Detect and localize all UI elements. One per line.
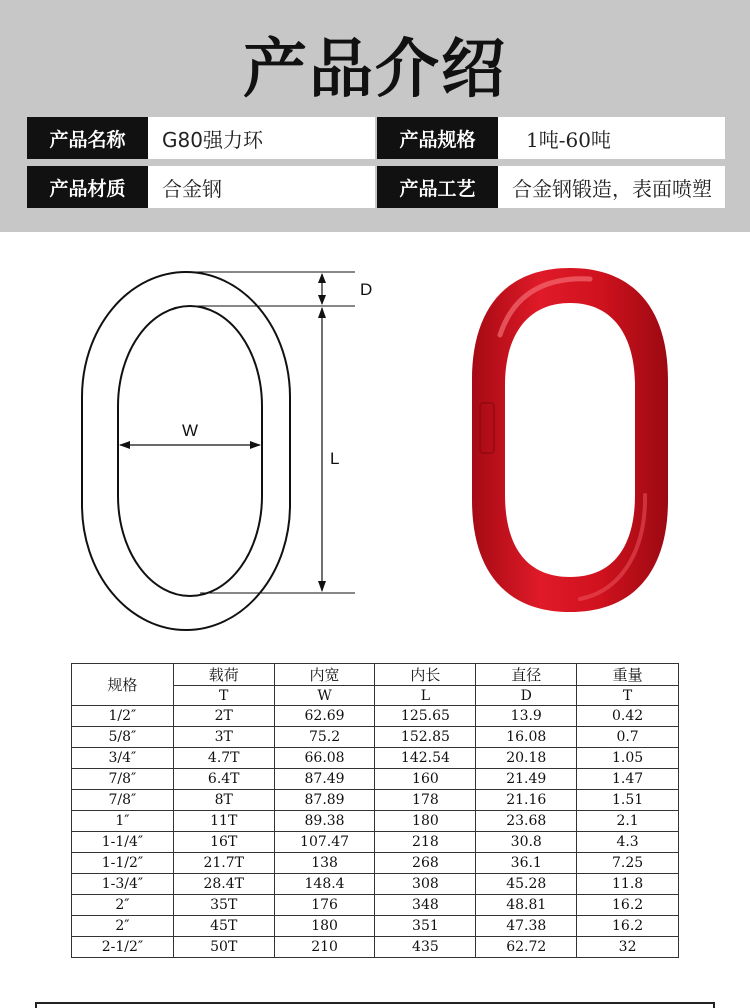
table-cell: 1.05 [577,748,679,769]
table-cell: 148.4 [274,874,375,895]
table-cell: 21.16 [476,790,577,811]
table-cell: 176 [274,895,375,916]
header-inner-length: 内长 [375,664,476,686]
product-spec-label: 产品规格 [377,117,498,159]
label-w: W [182,421,199,440]
d-arrow-top [318,273,326,283]
table-cell: 47.38 [476,916,577,937]
unit-inner-length: L [375,686,476,706]
table-cell: 87.49 [274,769,375,790]
table-cell: 308 [375,874,476,895]
table-cell: 107.47 [274,832,375,853]
table-cell: 152.85 [375,727,476,748]
table-row [72,811,679,832]
table-cell: 2T [173,706,274,727]
header-diameter: 直径 [476,664,577,686]
product-spec-value: 1吨-60吨 [498,117,725,159]
table-cell: 180 [274,916,375,937]
w-arrow-left [119,441,130,449]
table-cell: 50T [173,937,274,958]
header-load: 载荷 [173,664,274,686]
d-arrow-bottom [318,295,326,305]
label-d: D [360,280,373,299]
table-cell: 35T [173,895,274,916]
bottom-frame [35,1002,715,1008]
table-cell: 8T [173,790,274,811]
table-body [72,706,679,958]
table-row [72,874,679,895]
table-row [72,727,679,748]
table-cell: 16.2 [577,916,679,937]
table-row [72,748,679,769]
table-cell: 45T [173,916,274,937]
table-cell: 62.69 [274,706,375,727]
ring-inner-outline [118,306,262,596]
product-name-label: 产品名称 [27,117,148,159]
table-cell: 75.2 [274,727,375,748]
table-cell: 1″ [72,811,174,832]
table-cell: 32 [577,937,679,958]
table-header-row [72,664,679,686]
product-name-value: G80强力环 [148,117,375,159]
table-cell: 1/2″ [72,706,174,727]
table-cell: 6.4T [173,769,274,790]
table-cell: 11.8 [577,874,679,895]
table-row [72,895,679,916]
table-cell: 348 [375,895,476,916]
table-cell: 3T [173,727,274,748]
table-cell: 1-1/2″ [72,853,174,874]
table-cell: 16T [173,832,274,853]
unit-inner-width: W [274,686,375,706]
table-cell: 66.08 [274,748,375,769]
product-material-label: 产品材质 [27,166,148,208]
table-cell: 4.3 [577,832,679,853]
dimension-diagram [0,240,380,640]
table-cell: 1.51 [577,790,679,811]
table-cell: 2.1 [577,811,679,832]
table-cell: 89.38 [274,811,375,832]
table-cell: 210 [274,937,375,958]
product-process-label: 产品工艺 [377,166,498,208]
red-ring [472,268,668,612]
table-cell: 1-3/4″ [72,874,174,895]
table-cell: 48.81 [476,895,577,916]
table-cell: 20.18 [476,748,577,769]
table-cell: 2″ [72,916,174,937]
table-cell: 36.1 [476,853,577,874]
table-cell: 180 [375,811,476,832]
spec-table [71,663,679,958]
table-row [72,916,679,937]
table-cell: 218 [375,832,476,853]
table-row [72,832,679,853]
table-cell: 0.7 [577,727,679,748]
info-row-2 [27,166,725,208]
table-row [72,769,679,790]
table-cell: 45.28 [476,874,577,895]
info-row-1 [27,117,725,159]
product-photo [440,255,700,625]
table-cell: 28.4T [173,874,274,895]
unit-load: T [173,686,274,706]
table-cell: 435 [375,937,476,958]
table-cell: 7/8″ [72,769,174,790]
product-material-value: 合金钢 [148,166,375,208]
table-cell: 11T [173,811,274,832]
l-arrow-top [318,307,326,318]
unit-weight: T [577,686,679,706]
table-row [72,790,679,811]
table-cell: 4.7T [173,748,274,769]
table-row [72,706,679,727]
table-cell: 138 [274,853,375,874]
table-row [72,853,679,874]
table-cell: 7/8″ [72,790,174,811]
unit-diameter: D [476,686,577,706]
table-cell: 3/4″ [72,748,174,769]
table-cell: 0.42 [577,706,679,727]
table-cell: 87.89 [274,790,375,811]
table-cell: 21.7T [173,853,274,874]
table-cell: 30.8 [476,832,577,853]
table-cell: 2-1/2″ [72,937,174,958]
table-cell: 16.08 [476,727,577,748]
table-cell: 2″ [72,895,174,916]
table-row [72,937,679,958]
table-cell: 13.9 [476,706,577,727]
table-cell: 125.65 [375,706,476,727]
table-cell: 21.49 [476,769,577,790]
table-cell: 178 [375,790,476,811]
product-process-value: 合金钢锻造，表面喷塑 [498,166,725,208]
table-cell: 1.47 [577,769,679,790]
w-arrow-right [250,441,261,449]
header-inner-width: 内宽 [274,664,375,686]
l-arrow-bottom [318,581,326,592]
table-cell: 7.25 [577,853,679,874]
table-cell: 16.2 [577,895,679,916]
table-cell: 142.54 [375,748,476,769]
ring-outer-outline [82,272,290,630]
label-l: L [330,449,340,468]
table-cell: 5/8″ [72,727,174,748]
table-cell: 160 [375,769,476,790]
table-cell: 1-1/4″ [72,832,174,853]
table-cell: 23.68 [476,811,577,832]
header-spec: 规格 [72,664,174,706]
header-weight: 重量 [577,664,679,686]
page-title: 产品介绍 [243,33,507,107]
table-cell: 62.72 [476,937,577,958]
table-cell: 268 [375,853,476,874]
header-banner [0,0,750,232]
table-cell: 351 [375,916,476,937]
